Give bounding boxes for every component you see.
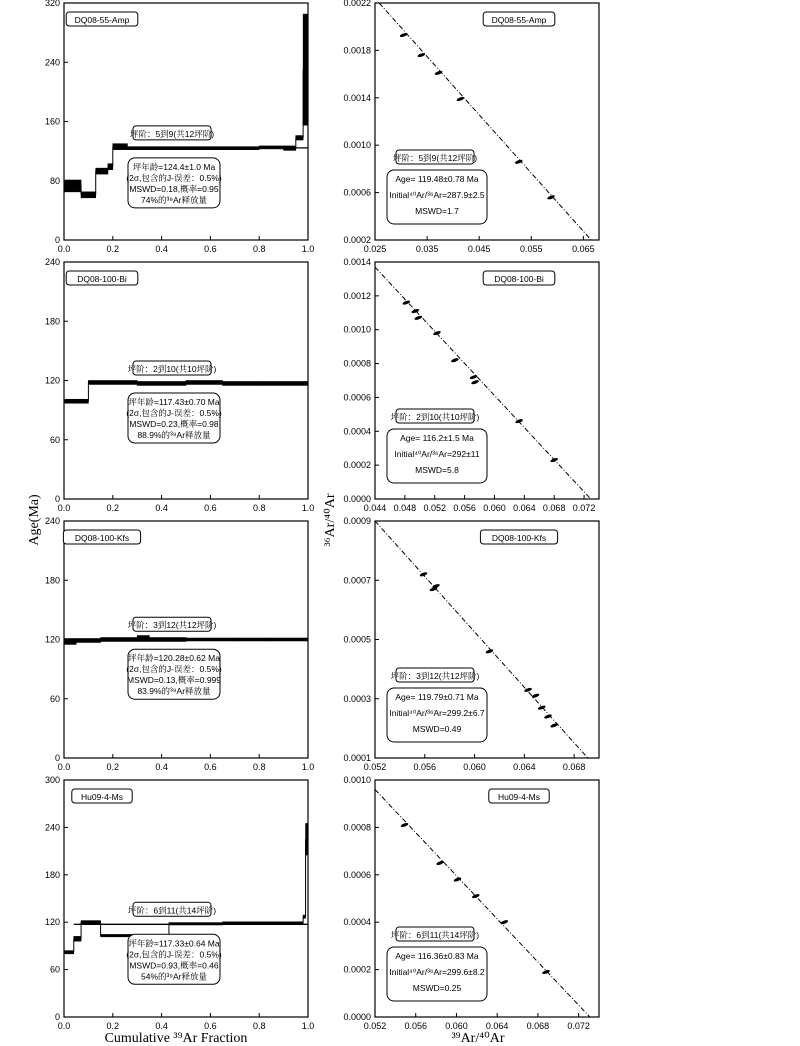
y-tick-label: 0.0010	[343, 775, 371, 785]
info-line: Initial⁴⁰Ar/³⁶Ar=299.2±6.7	[389, 708, 485, 718]
x-tick-label: 0.065	[572, 244, 595, 254]
y-tick-label: 160	[44, 116, 60, 127]
info-line: (2σ,包含的J-误差：0.5%)	[126, 949, 222, 960]
x-tick-label: 0.064	[513, 762, 536, 772]
plateau-steps-label-text: 坪阶：6到11(共14坪阶)	[127, 905, 217, 916]
sample-title-text: DQ08-55-Amp	[74, 15, 130, 25]
y-tick-label: 0.0004	[343, 426, 371, 437]
info-line: MSWD=0.23,概率=0.98	[129, 419, 219, 430]
x-tick-label: 0.8	[252, 1021, 266, 1031]
sample-title-text: Hu09-4-Ms	[80, 792, 124, 802]
data-point	[414, 315, 423, 321]
plateau-steps-label-text: 坪阶：5到9(共12坪阶)	[129, 128, 215, 139]
info-line: 88.9%的³⁹Ar释放量	[137, 430, 211, 441]
data-point	[485, 648, 494, 654]
sample-title-text: DQ08-55-Amp	[491, 15, 547, 25]
y-tick-label: 180	[44, 869, 60, 880]
y-tick-label: 60	[49, 964, 60, 975]
y-tick-label: 0.0014	[343, 92, 371, 103]
spectrum-step	[306, 823, 308, 855]
data-point	[514, 159, 523, 165]
isochron-steps-label-text: 坪阶：2到10(共10坪阶)	[390, 412, 480, 422]
sample-title-text: DQ08-100-Bi	[77, 274, 127, 284]
info-line: (2σ,包含的J-误差：0.5%)	[126, 664, 222, 675]
left-y-axis-label: Age(Ma)	[27, 494, 42, 546]
y-tick-label: 0.0009	[343, 516, 371, 526]
data-point	[471, 379, 480, 385]
y-tick-label: 0.0018	[343, 45, 371, 56]
x-tick-label: 0.045	[467, 244, 491, 254]
y-tick-label: 240	[44, 516, 60, 526]
spectrum-step	[74, 936, 81, 941]
info-line: (2σ,包含的J-误差：0.5%)	[126, 172, 222, 183]
y-tick-label: 0.0005	[343, 634, 371, 645]
y-tick-label: 0	[54, 753, 60, 763]
data-point	[419, 571, 428, 577]
x-tick-label: 0.052	[423, 503, 446, 513]
y-tick-label: 0.0010	[343, 140, 371, 151]
x-tick-label: 0.025	[363, 244, 387, 254]
info-line: MSWD=0.18,概率=0.95	[129, 183, 219, 194]
spectrum-step	[108, 164, 113, 170]
y-tick-label: 0.0000	[343, 494, 371, 504]
spectrum-step	[96, 168, 108, 174]
data-point	[471, 893, 480, 899]
spectrum-step	[113, 144, 128, 150]
y-tick-label: 0.0022	[343, 0, 371, 8]
x-tick-label: 0.048	[393, 503, 417, 513]
info-line: Initial⁴⁰Ar/³⁶Ar=299.6±8.2	[389, 967, 485, 977]
y-tick-label: 60	[49, 434, 60, 445]
y-tick-label: 0	[54, 235, 60, 245]
y-tick-label: 0.0012	[343, 290, 371, 301]
info-line: 74%的³⁹Ar释放量	[141, 194, 207, 205]
info-line: 54%的³⁹Ar释放量	[141, 971, 207, 982]
y-tick-label: 80	[49, 175, 60, 186]
info-line: 坪年龄=120.28±0.62 Ma	[128, 653, 220, 664]
isochron-panel-1	[343, 257, 599, 513]
x-tick-label: 0.0	[57, 1021, 71, 1031]
spectrum-step	[303, 14, 308, 125]
info-line: Age= 116.36±0.83 Ma	[395, 951, 479, 961]
data-point	[400, 822, 409, 828]
spectrum-step	[81, 921, 101, 924]
info-line: 坪年龄=124.4±1.0 Ma	[132, 161, 216, 172]
x-tick-label: 0.6	[204, 244, 217, 254]
x-tick-label: 0.2	[106, 503, 120, 513]
spectrum-step	[81, 192, 96, 198]
sample-title-text: DQ08-100-Bi	[494, 274, 544, 284]
x-tick-label: 0.060	[445, 1021, 468, 1031]
info-line: MSWD=0.13,概率=0.999	[126, 675, 222, 686]
info-line: Age= 119.79±0.71 Ma	[395, 692, 479, 702]
isochron-steps-label-text: 坪阶：6到11(共14坪阶)	[390, 930, 480, 940]
info-line: Age= 119.48±0.78 Ma	[395, 174, 479, 184]
info-line: MSWD=1.7	[415, 206, 459, 216]
x-tick-label: 1.0	[301, 1021, 315, 1031]
y-tick-label: 0.0008	[343, 358, 371, 369]
x-tick-label: 0.6	[204, 762, 217, 772]
x-tick-label: 0.072	[572, 503, 596, 513]
info-line: 坪年龄=117.43±0.70 Ma	[128, 397, 220, 408]
age-spectrum-panel-3	[45, 775, 314, 1031]
y-tick-label: 0.0002	[343, 964, 371, 975]
right-y-axis-label: ³⁶Ar/⁴⁰Ar	[323, 493, 338, 547]
x-tick-label: 0.6	[204, 1021, 217, 1031]
data-point	[434, 70, 443, 76]
y-tick-label: 0.0007	[343, 575, 371, 586]
x-tick-label: 0.052	[363, 762, 387, 772]
x-tick-label: 0.056	[413, 762, 437, 772]
sample-title-text: DQ08-100-Kfs	[74, 533, 130, 543]
info-line: 83.9%的³⁹Ar释放量	[137, 686, 211, 697]
x-tick-label: 0.4	[155, 1021, 168, 1031]
isochron-panel-0	[343, 0, 599, 254]
right-x-axis-label: ³⁹Ar/⁴⁰Ar	[451, 1031, 505, 1046]
y-tick-label: 320	[44, 0, 60, 8]
y-tick-label: 0.0006	[343, 392, 371, 403]
plateau-steps-label-text: 坪阶：2到10(共10坪阶)	[127, 364, 217, 375]
x-tick-label: 0.035	[415, 244, 439, 254]
y-tick-label: 0.0014	[343, 257, 371, 267]
x-tick-label: 0.4	[155, 503, 168, 513]
plateau-steps-label-text: 坪阶：3到12(共12坪阶)	[127, 620, 217, 631]
y-tick-label: 300	[44, 775, 60, 785]
y-tick-label: 0.0004	[343, 917, 371, 928]
spectrum-step	[64, 951, 74, 954]
y-tick-label: 0.0002	[343, 235, 371, 245]
x-tick-label: 0.060	[463, 762, 486, 772]
x-tick-label: 0.6	[204, 503, 217, 513]
data-point	[436, 860, 445, 866]
x-tick-label: 0.056	[404, 1021, 427, 1031]
spectrum-step	[137, 636, 149, 642]
y-tick-label: 0.0003	[343, 693, 371, 704]
data-point	[399, 32, 408, 38]
x-tick-label: 0.072	[567, 1021, 590, 1031]
data-point	[544, 714, 553, 720]
sample-title-text: Hu09-4-Ms	[497, 792, 541, 802]
x-tick-label: 1.0	[301, 244, 315, 254]
y-tick-label: 0.0001	[343, 753, 371, 763]
x-tick-label: 0.056	[453, 503, 476, 513]
y-tick-label: 180	[44, 575, 60, 586]
info-line: MSWD=0.49	[412, 724, 462, 734]
data-point	[550, 457, 559, 463]
y-tick-label: 0.0010	[343, 324, 371, 335]
data-point	[469, 374, 478, 380]
age-spectrum-panel-1	[45, 257, 314, 513]
x-tick-label: 1.0	[301, 762, 315, 772]
age-spectrum-panel-0	[45, 0, 314, 254]
x-tick-label: 0.064	[485, 1021, 509, 1031]
isochron-steps-label-text: 坪阶：5到9(共12坪阶)	[392, 153, 478, 163]
info-line: MSWD=0.93,概率=0.46	[129, 960, 219, 971]
x-tick-label: 0.8	[252, 503, 266, 513]
y-tick-label: 240	[44, 57, 60, 68]
x-tick-label: 0.0	[57, 762, 71, 772]
x-tick-label: 0.064	[513, 503, 536, 513]
info-line: Age= 116.2±1.5 Ma	[400, 433, 474, 443]
x-tick-label: 0.2	[106, 244, 120, 254]
y-tick-label: 120	[44, 917, 60, 928]
x-tick-label: 0.068	[542, 503, 566, 513]
data-point	[531, 693, 540, 699]
x-tick-label: 0.4	[155, 244, 168, 254]
x-tick-label: 0.4	[155, 762, 168, 772]
data-point	[451, 357, 460, 363]
y-tick-label: 240	[44, 822, 60, 833]
sample-title-text: DQ08-100-Kfs	[491, 533, 547, 543]
x-tick-label: 0.0	[57, 244, 71, 254]
info-line: Initial⁴⁰Ar/³⁶Ar=292±11	[394, 449, 480, 459]
y-tick-label: 60	[49, 693, 60, 704]
x-tick-label: 0.044	[363, 503, 387, 513]
x-tick-label: 0.060	[483, 503, 506, 513]
spectrum-step	[64, 180, 81, 192]
y-tick-label: 0.0006	[343, 869, 371, 880]
y-tick-label: 0	[54, 494, 60, 504]
isochron-panel-2	[343, 516, 599, 772]
data-point	[500, 919, 509, 925]
y-tick-label: 0.0006	[343, 187, 371, 198]
spectrum-step	[64, 399, 88, 403]
info-line: MSWD=0.25	[412, 983, 462, 993]
x-tick-label: 0.2	[106, 762, 120, 772]
info-line: MSWD=5.8	[415, 465, 459, 475]
y-tick-label: 0.0000	[343, 1012, 371, 1022]
x-tick-label: 0.055	[520, 244, 543, 254]
isochron-steps-label-text: 坪阶：3到12(共12坪阶)	[390, 671, 480, 681]
x-tick-label: 0.8	[252, 762, 266, 772]
info-line: Initial⁴⁰Ar/³⁶Ar=287.9±2.5	[389, 190, 485, 200]
isochron-panel-3	[343, 775, 599, 1031]
info-line: 坪年龄=117.33±0.64 Ma	[128, 938, 220, 949]
y-tick-label: 120	[44, 375, 60, 386]
x-tick-label: 0.052	[363, 1021, 387, 1031]
x-tick-label: 0.068	[562, 762, 586, 772]
spectrum-step	[296, 136, 303, 140]
y-tick-label: 0	[54, 1012, 60, 1022]
x-tick-label: 0.2	[106, 1021, 120, 1031]
data-point	[456, 96, 465, 102]
x-tick-label: 1.0	[301, 503, 315, 513]
left-x-axis-label: Cumulative ³⁹Ar Fraction	[104, 1031, 248, 1046]
y-tick-label: 120	[44, 634, 60, 645]
x-tick-label: 0.0	[57, 503, 71, 513]
y-tick-label: 240	[44, 257, 60, 267]
age-spectrum-panel-2	[45, 516, 314, 772]
y-tick-label: 0.0002	[343, 460, 371, 471]
x-tick-label: 0.068	[526, 1021, 550, 1031]
x-tick-label: 0.8	[252, 244, 266, 254]
info-line: (2σ,包含的J-误差：0.5%)	[126, 408, 222, 419]
y-tick-label: 180	[44, 316, 60, 327]
y-tick-label: 0.0008	[343, 822, 371, 833]
